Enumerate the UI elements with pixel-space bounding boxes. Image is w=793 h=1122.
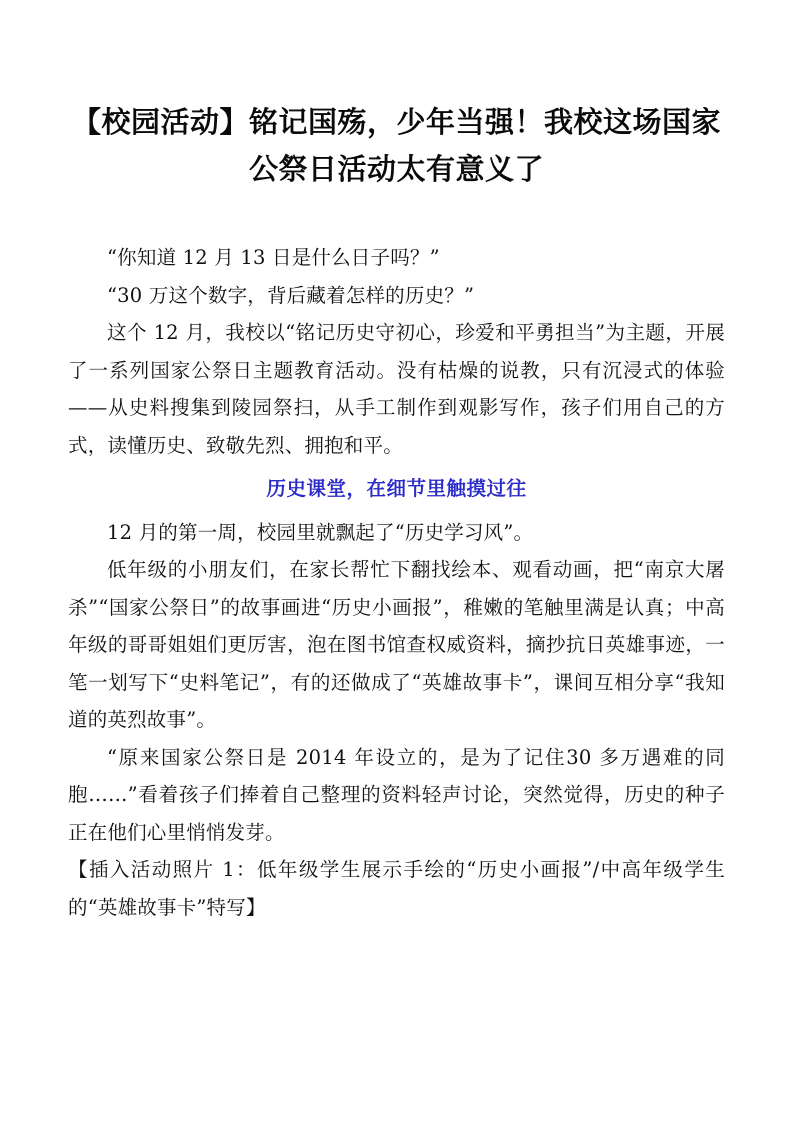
intro-paragraph: 这个 12 月，我校以“铭记历史守初心，珍爱和平勇担当”为主题，开展了一系列国家公祭日主题教育活动。没有枯燥的说教，只有沉浸式的体验——从史料搜集到陵园祭扫，从手工制作到观影写作，孩子们用自己的方式，读懂历史、致敬先烈、拥抱和平。: [68, 321, 725, 457]
photo-placeholder-note: 【插入活动照片 1：低年级学生展示手绘的“历史小画报”/中高年级学生的“英雄故事卡”特写】: [68, 858, 725, 919]
document-body: [68, 0, 725, 926]
body-paragraph-3: “原来国家公祭日是 2014 年设立的，是为了记住30 多万遇难的同胞……”看着孩子们捧着自己整理的资料轻声讨论，突然觉得，历史的种子正在他们心里悄悄发芽。: [68, 745, 725, 844]
page-title: 【校园活动】铭记国殇，少年当强！我校这场国家公祭日活动太有意义了: [71, 105, 721, 186]
section-heading: 历史课堂，在细节里触摸过往: [266, 477, 527, 500]
quote-line-2: “30 万这个数字，背后藏着怎样的历史？”: [107, 283, 475, 307]
title-body-spacer: [68, 193, 725, 239]
quote-line-1: “你知道 12 月 13 日是什么日子吗？”: [107, 246, 440, 269]
body-paragraph-2: 低年级的小朋友们，在家长帮忙下翻找绘本、观看动画，把“南京大屠杀”“国家公祭日”的故事画进“历史小画报”，稚嫩的笔触里满是认真；中高年级的哥哥姐姐们更厉害，泡在图书馆查权威资料，摘抄抗日英雄事迹，一笔一划写下“史料笔记”，有的还做成了“英雄故事卡”，课间互相分享“我知道的英烈故事”。: [68, 558, 725, 731]
body-paragraph-1: 12 月的第一周，校园里就飘起了“历史学习风”。: [107, 520, 534, 544]
